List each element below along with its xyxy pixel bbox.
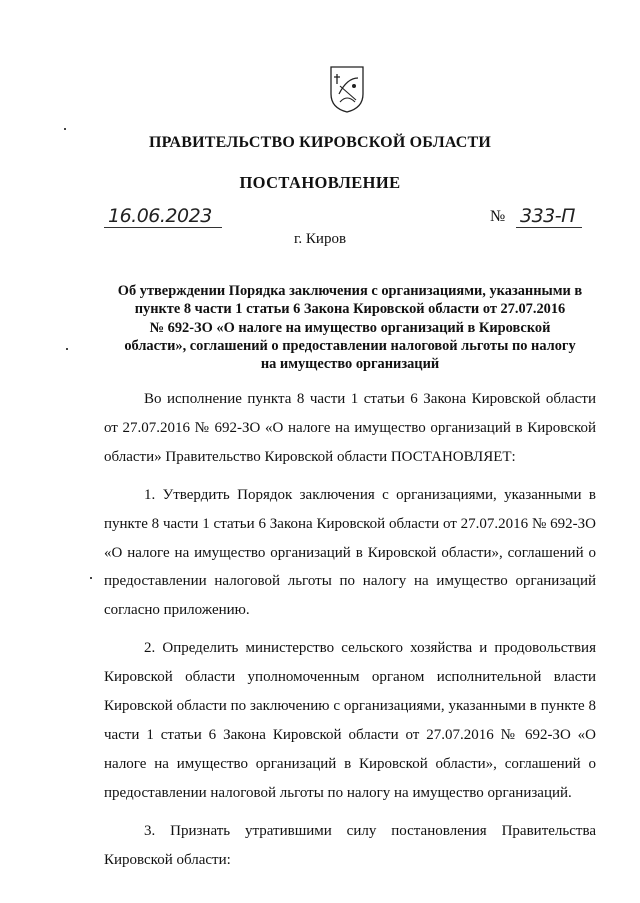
city: г. Киров [293,231,347,247]
heading-line: на имущество организаций [260,356,440,373]
paragraph-item-3: 3. Признать утратившими силу постановления Правительства Кировской области: [104,822,596,868]
number-line [516,205,582,228]
number-handwritten: 333-П [520,205,575,227]
government-title: ПРАВИТЕЛЬСТВО КИРОВСКОЙ ОБЛАСТИ [148,134,492,151]
scan-speck [90,577,92,579]
document-date [104,205,222,228]
number-sign: № [490,208,506,225]
document-body [104,385,596,875]
coat-of-arms-icon [328,64,366,114]
heading-line: области», соглашений о предоставлении налоговой льготы по налогу [124,337,576,354]
document-number [490,205,590,227]
paragraph-item-1: 1. Утвердить Порядок заключения с организациями, указанными в пункте 8 части 1 статьи 6 Закона Кировской области от 27.07.2016 № 692-ЗО «О налоге на имущество организаций в Кировской области», соглашений о предоставлении налоговой льготы по налогу на имущество организаций согласно приложению. [104,486,596,619]
date-handwritten: 16.06.2023 [108,205,212,227]
document-type: ПОСТАНОВЛЕНИЕ [239,173,401,192]
document-heading [104,282,596,373]
scan-speck [64,128,66,130]
heading-line: Об утверждении Порядка заключения с организациями, указанными в [117,283,583,299]
scan-speck [66,348,68,350]
paragraph-item-2: 2. Определить министерство сельского хозяйства и продовольствия Кировской области уполномоченным органом исполнительной власти Кировской области по заключению с организациями, указанными в пункте 8 части 1 статьи 6 Закона Кировской области от 27.07.2016 № 692-ЗО «О налоге на имущество организаций в Кировской области», соглашений о предоставлении налоговой льготы по налогу на имущество организаций. [104,640,596,801]
heading-line: пункте 8 части 1 статьи 6 Закона Кировской области от 27.07.2016 [134,301,566,318]
paragraph-preamble: Во исполнение пункта 8 части 1 статьи 6 Закона Кировской области от 27.07.2016 № 692-ЗО «О налоге на имущество организаций в Кировской области» Правительство Кировской области ПОСТАНОВЛЯЕТ: [104,391,596,465]
heading-line: № 692-ЗО «О налоге на имущество организаций в Кировской [149,319,551,336]
